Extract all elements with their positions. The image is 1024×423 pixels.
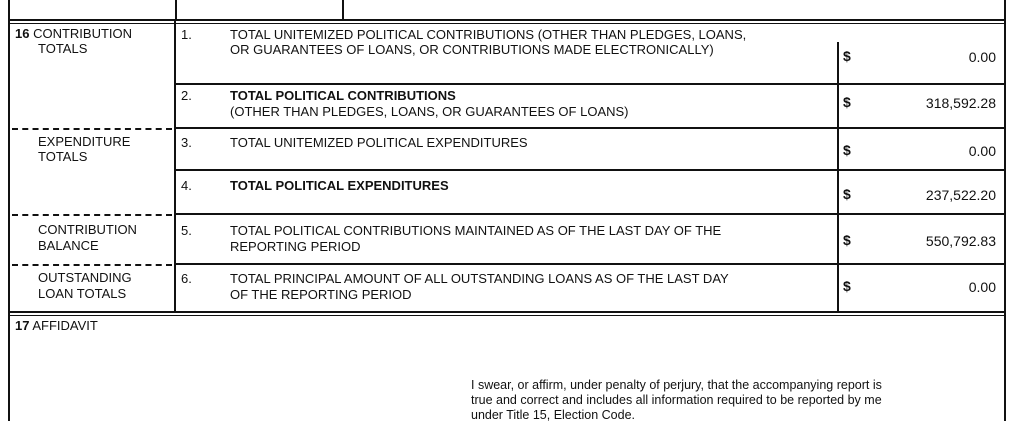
outstanding-loan-label-1: OUTSTANDING	[38, 270, 132, 285]
row-sep-1	[176, 83, 1006, 85]
outstanding-loan-label-2: LOAN TOTALS	[38, 286, 127, 301]
expenditure-totals-label-2: TOTALS	[38, 149, 88, 164]
row-4-number: 4.	[181, 178, 192, 193]
affidavit-line-1: I swear, or affirm, under penalty of perjury, that the accompanying report is	[471, 378, 882, 392]
row-1-currency: $	[843, 48, 851, 64]
section17-top-border-2	[8, 315, 1006, 316]
left-border	[8, 0, 10, 421]
affidavit-title: AFFIDAVIT	[32, 318, 98, 333]
row-2-amount: 318,592.28	[925, 95, 996, 111]
section17-header	[15, 318, 98, 333]
row-6-amount: 0.00	[968, 279, 996, 295]
row-6-number: 6.	[181, 271, 192, 286]
group-dash-3	[12, 264, 172, 266]
row-5-text-1: TOTAL POLITICAL CONTRIBUTIONS MAINTAINED AS OF THE LAST DAY OF THE	[230, 223, 722, 238]
section17-number: 17	[15, 318, 30, 333]
contribution-totals-label-2: TOTALS	[38, 41, 88, 56]
row-1-text-2: OR GUARANTEES OF LOANS, OR CONTRIBUTIONS MADE ELECTRONICALLY)	[230, 42, 714, 57]
group-dash-2	[12, 214, 172, 216]
group-col-divider	[174, 21, 176, 312]
row-6-text-2: OF THE REPORTING PERIOD	[230, 287, 412, 302]
row-sep-2	[176, 127, 1006, 129]
row-4-amount: 237,522.20	[925, 187, 996, 203]
row-2-currency: $	[843, 94, 851, 110]
row-3-number: 3.	[181, 135, 192, 150]
row-5-text-2: REPORTING PERIOD	[230, 239, 361, 254]
row-3-text-1: TOTAL UNITEMIZED POLITICAL EXPENDITURES	[230, 135, 528, 150]
affidavit-line-2: true and correct and includes all information required to be reported by me	[471, 393, 882, 407]
row-2-number: 2.	[181, 88, 192, 103]
row-5-amount: 550,792.83	[925, 233, 996, 249]
section16-top-border	[8, 19, 1006, 21]
row-5-number: 5.	[181, 223, 192, 238]
row-3-amount: 0.00	[968, 143, 996, 159]
contribution-totals-label-1: CONTRIBUTION	[33, 26, 133, 41]
row-1-text-1: TOTAL UNITEMIZED POLITICAL CONTRIBUTIONS (OTHER THAN PLEDGES, LOANS,	[230, 27, 747, 42]
section17-top-border	[8, 311, 1006, 313]
row-1-amount: 0.00	[968, 49, 996, 65]
row-4-text-1: TOTAL POLITICAL EXPENDITURES	[230, 178, 449, 193]
section16-header	[15, 26, 132, 41]
group-dash-1	[12, 128, 172, 130]
row-3-currency: $	[843, 142, 851, 158]
row-2-text-2: (OTHER THAN PLEDGES, LOANS, OR GUARANTEES OF LOANS)	[230, 104, 629, 119]
top-divider-1	[175, 0, 177, 20]
row-sep-3	[176, 169, 1006, 171]
affidavit-line-3: under Title 15, Election Code.	[471, 408, 635, 422]
row-6-currency: $	[843, 278, 851, 294]
row-2-text-1: TOTAL POLITICAL CONTRIBUTIONS	[230, 88, 456, 103]
right-border	[1004, 0, 1006, 421]
contribution-balance-label-1: CONTRIBUTION	[38, 222, 137, 237]
row-sep-4	[176, 213, 1006, 215]
row-1-number: 1.	[181, 27, 192, 42]
section16-top-border-2	[8, 23, 1006, 24]
expenditure-totals-label-1: EXPENDITURE	[38, 134, 131, 149]
section16-number: 16	[15, 26, 30, 41]
contribution-balance-label-2: BALANCE	[38, 238, 99, 253]
row-6-text-1: TOTAL PRINCIPAL AMOUNT OF ALL OUTSTANDING LOANS AS OF THE LAST DAY	[230, 271, 729, 286]
top-divider-2	[342, 0, 344, 20]
row-5-currency: $	[843, 232, 851, 248]
row-4-currency: $	[843, 186, 851, 202]
row-sep-5	[176, 263, 1006, 265]
